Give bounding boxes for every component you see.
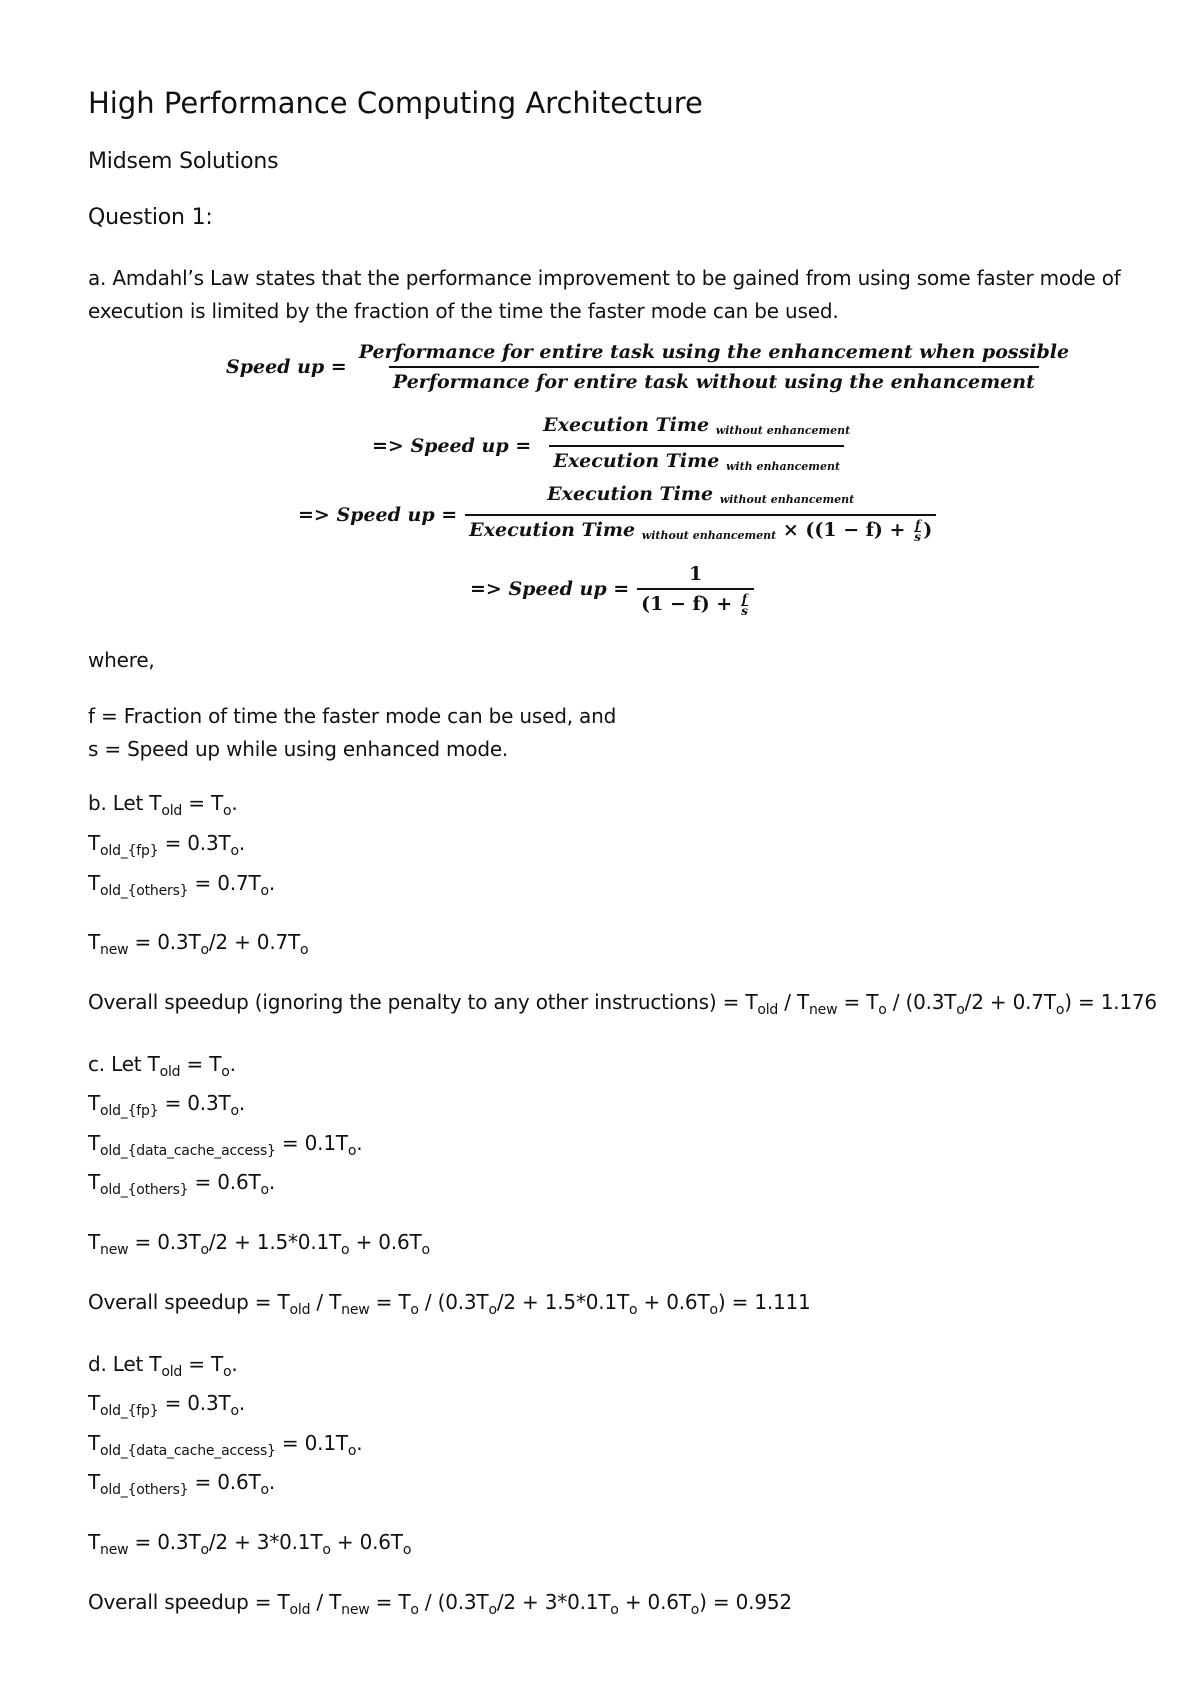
where-label: where, bbox=[88, 648, 155, 672]
part-b-tnew: $T_{new} = 0.3T_o/2 + 0.7T_o$ bbox=[88, 930, 309, 958]
part-c-result: Overall speedup = $T_{old} / T_{new} = T_o / (0.3T_o/2 + 1.5*0.1T_o + 0.6T_o) = 1.111$ bbox=[88, 1290, 811, 1318]
equation-lhs: => Speed up = bbox=[298, 504, 458, 526]
equation-lhs: Speed up = bbox=[226, 356, 347, 378]
equation-lhs: => Speed up = bbox=[470, 578, 630, 601]
part-d-line-3: $T_{old\_\{data\_cache\_access\}} = 0.1T_o$. bbox=[88, 1431, 363, 1459]
equation-denominator bbox=[637, 588, 754, 617]
part-b-line-1: b. Let $T_{old} = T_o$. bbox=[88, 791, 238, 819]
numerator-subscript: without enhancement bbox=[715, 424, 851, 437]
equation-denominator bbox=[549, 445, 844, 479]
equation-denominator: Performance for entire task without using the enhancement bbox=[389, 366, 1039, 394]
part-c-line-2: $T_{old\_\{fp\}} = 0.3T_o$. bbox=[88, 1091, 246, 1119]
equation-numerator bbox=[539, 413, 854, 445]
equation-denominator bbox=[465, 514, 936, 548]
denominator-main: (1 − f) + bbox=[641, 593, 733, 615]
part-c-line-1: c. Let $T_{old} = T_o$. bbox=[88, 1052, 236, 1080]
part-d-line-2: $T_{old\_\{fp\}} = 0.3T_o$. bbox=[88, 1391, 246, 1419]
equation-expanded-speedup bbox=[298, 482, 936, 548]
definition-s: s = Speed up while using enhanced mode. bbox=[88, 737, 509, 761]
equation-fraction bbox=[355, 340, 1073, 394]
denominator-main: Execution Time bbox=[469, 519, 636, 541]
part-c-line-3: $T_{old\_\{data\_cache\_access\}} = 0.1T_o$. bbox=[88, 1131, 363, 1159]
f-over-s-fraction: $\frac{f}{s}$ bbox=[914, 517, 922, 544]
part-a-line-1: a. Amdahl’s Law states that the performance improvement to be gained from using some faster mode of bbox=[88, 266, 1121, 290]
part-b-result: Overall speedup (ignoring the penalty to any other instructions) = $T_{old} / T_{new} = T_o / (0.3T_o/2 + 0.7T_o) = 1.176$ bbox=[88, 990, 1157, 1018]
part-c-line-4: $T_{old\_\{others\}} = 0.6T_o$. bbox=[88, 1170, 276, 1198]
numerator-main: Execution Time bbox=[543, 414, 710, 436]
question-heading: Question 1: bbox=[88, 205, 213, 230]
part-d-line-4: $T_{old\_\{others\}} = 0.6T_o$. bbox=[88, 1470, 276, 1498]
closing-paren: ) bbox=[923, 519, 933, 541]
part-b-line-2: $T_{old\_\{fp\}} = 0.3T_o$. bbox=[88, 831, 246, 859]
document-subtitle: Midsem Solutions bbox=[88, 149, 279, 174]
equation-numerator bbox=[543, 482, 858, 514]
equation-numerator: Performance for entire task using the enhancement when possible bbox=[358, 341, 1070, 363]
part-d-line-1: d. Let $T_{old} = T_o$. bbox=[88, 1352, 238, 1380]
part-d-result: Overall speedup = $T_{old} / T_{new} = T_o / (0.3T_o/2 + 3*0.1T_o + 0.6T_o) = 0.952$ bbox=[88, 1590, 792, 1618]
denominator-rest: × ((1 − f) + bbox=[782, 519, 906, 541]
denominator-subscript: without enhancement bbox=[641, 529, 777, 542]
document-title: High Performance Computing Architecture bbox=[88, 86, 703, 120]
equation-execution-time-ratio bbox=[372, 413, 854, 479]
part-b-line-3: $T_{old\_\{others\}} = 0.7T_o$. bbox=[88, 871, 276, 899]
definition-f: f = Fraction of time the faster mode can be used, and bbox=[88, 704, 617, 728]
numerator-main: Execution Time bbox=[547, 483, 714, 505]
equation-lhs: => Speed up = bbox=[372, 435, 532, 457]
equation-speedup-definition bbox=[226, 340, 1073, 394]
equation-numerator: 1 bbox=[688, 563, 703, 585]
denominator-main: Execution Time bbox=[553, 450, 720, 472]
equation-fraction bbox=[637, 562, 754, 617]
equation-fraction bbox=[465, 482, 936, 548]
part-d-tnew: $T_{new} = 0.3T_o/2 + 3*0.1T_o + 0.6T_o$ bbox=[88, 1530, 412, 1558]
equation-final-speedup bbox=[470, 562, 754, 617]
numerator-subscript: without enhancement bbox=[719, 493, 855, 506]
part-c-tnew: $T_{new} = 0.3T_o/2 + 1.5*0.1T_o + 0.6T_o$ bbox=[88, 1230, 430, 1258]
f-over-s-fraction: $\frac{f}{s}$ bbox=[741, 591, 748, 618]
denominator-subscript: with enhancement bbox=[725, 460, 841, 473]
part-a-line-2: execution is limited by the fraction of the time the faster mode can be used. bbox=[88, 299, 839, 323]
equation-fraction bbox=[539, 413, 854, 479]
